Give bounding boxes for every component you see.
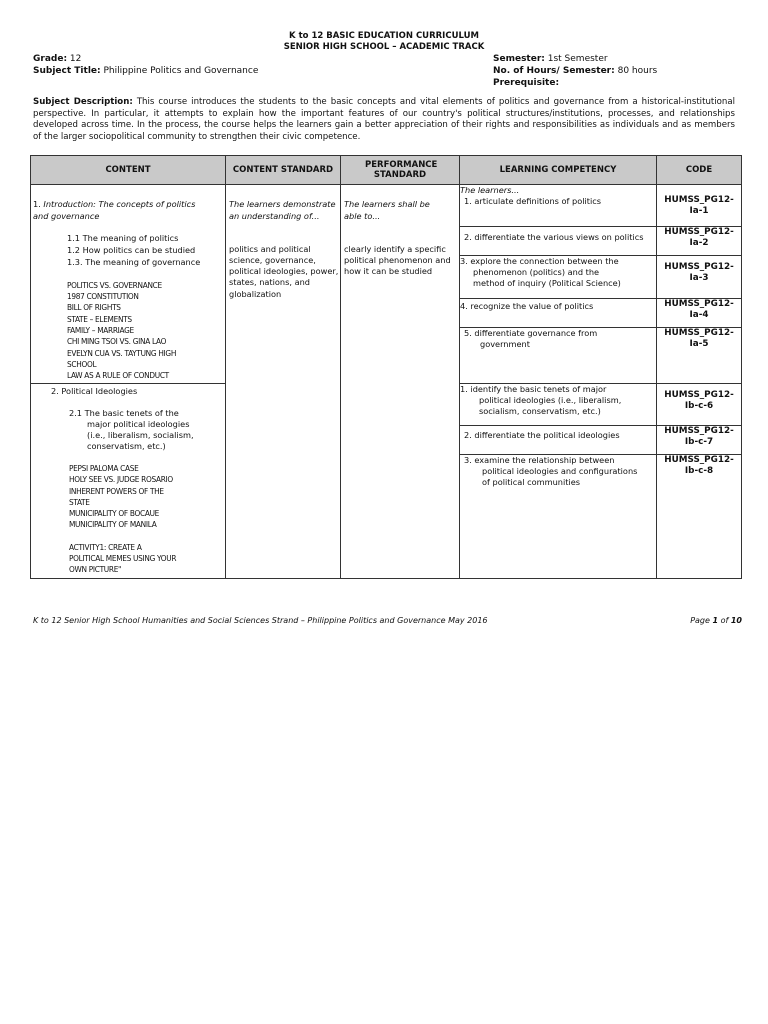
content-2-sub-3: (i.e., liberalism, socialism, (87, 430, 194, 440)
header-line-1: K to 12 BASIC EDUCATION CURRICULUM (289, 31, 479, 41)
header-content-standard: CONTENT STANDARD (226, 156, 341, 185)
content-standard-line-5: globalization (229, 289, 282, 299)
content-cell-1: 1. Introduction: The concepts of politics and governance 1.1 The meaning of politics 1.2 How politics can be studied 1.3. The meaning of governance POLITICS VS. GOVERNANCE 1987 CONSTITUTION BILL OF RIGHTS STATE – ELEMENTS FAMILY – MARRIAGE CHI MING TSOI VS. GINA LAO EVELYN CUA VS. TAYTUNG HIGH SCHOOL LAW AS A RULE OF CONDUCT (31, 185, 226, 384)
semester-label: Semester: (493, 54, 545, 64)
content-2-case-3: INHERENT POWERS OF THE (69, 486, 164, 496)
content-1-case-3: BILL OF RIGHTS (67, 302, 121, 312)
content-2-sub-4: conservatism, etc.) (87, 441, 166, 451)
performance-standard-intro-1: The learners shall be (344, 199, 430, 209)
content-1-case-2: 1987 CONSTITUTION (67, 291, 139, 301)
competency-7-text: 2. differentiate the political ideologies (464, 430, 620, 441)
semester-value: 1st Semester (547, 54, 608, 64)
code-cell-3: HUMSS_PG12- Ia-3 (657, 256, 742, 298)
content-2-case-1: PEPSI PALOMA CASE (69, 463, 139, 473)
content-2-activity-3: OWN PICTURE" (69, 564, 122, 574)
competency-1-text: 1. articulate definitions of politics (464, 196, 602, 206)
header-learning-competency: LEARNING COMPETENCY (460, 156, 657, 185)
subject-description (33, 97, 735, 143)
description-label: Subject Description: (33, 97, 133, 107)
prerequisite-field (493, 77, 559, 89)
content-1-title: Introduction: The concepts of politics (43, 199, 196, 209)
content-2-sub-1: 2.1 The basic tenets of the (69, 408, 179, 418)
hours-label: No. of Hours/ Semester: (493, 66, 615, 76)
content-standard-cell (226, 185, 341, 579)
subject-title-label: Subject Title: (33, 66, 101, 76)
prerequisite-label: Prerequisite: (493, 78, 560, 88)
content-standard-line-2: science, governance, (229, 255, 316, 265)
grade-value: 12 (69, 54, 82, 64)
performance-standard-intro-2: able to... (344, 211, 381, 221)
performance-standard-line-1: clearly identify a specific (344, 244, 446, 254)
competency-cell-2 (460, 227, 657, 256)
document-header (0, 31, 768, 53)
header-performance-standard: PERFORMANCE STANDARD (341, 156, 460, 185)
content-standard-line-3: political ideologies, power, (229, 266, 339, 276)
content-standard-line-4: states, nations, and (229, 277, 310, 287)
content-2-activity-1: ACTIVITY1: CREATE A (69, 542, 142, 552)
header-content: CONTENT (31, 156, 226, 185)
competency-cell-1 (460, 185, 657, 227)
grade-label: Grade: (33, 54, 68, 64)
code-cell-8: HUMSS_PG12- Ib-c-8 (657, 455, 742, 579)
competency-2-text: 2. differentiate the various views on politics (464, 232, 644, 243)
content-standard-intro-2: an understanding of... (229, 211, 320, 221)
content-2-case-2: HOLY SEE VS. JUDGE ROSARIO (69, 474, 173, 484)
description-text: This course introduces the students to the basic concepts and vital elements of politics and governance from a historical-institutional perspective. In particular, it attempts to explain how the important features of our country's political structures/institutions, processes, and relationships developed across time. In the process, the course helps the learners gain a better appreciation of their rights and responsibilities as individuals and as members of the larger sociopolitical community to strengthen their civic competence. (33, 97, 736, 142)
competency-cell-3: 3. explore the connection between the phenomenon (politics) and the method of inquiry (Political Science) (460, 256, 657, 298)
code-cell-5: HUMSS_PG12- Ia-5 (657, 327, 742, 383)
hours-value: 80 hours (617, 66, 658, 76)
content-1-case-4: STATE – ELEMENTS (67, 314, 132, 324)
subject-title-field (33, 65, 258, 77)
content-1-sub-1: 1.1 The meaning of politics (67, 233, 179, 243)
content-2-title: 2. Political Ideologies (51, 386, 138, 396)
content-1-title-cont: and governance (33, 211, 100, 221)
competency-cell-4 (460, 298, 657, 327)
table-header-row (31, 156, 742, 185)
content-1-sub-3: 1.3. The meaning of governance (67, 257, 201, 267)
content-2-sub-2: major political ideologies (87, 419, 190, 429)
competency-3-text: 3. explore the connection between the (460, 256, 619, 267)
content-standard-line-1: politics and political (229, 244, 311, 254)
competency-cell-6: 1. identify the basic tenets of major political ideologies (i.e., liberalism, socialism, conservatism, etc.) (460, 384, 657, 426)
performance-standard-cell (341, 185, 460, 579)
code-cell-2: HUMSS_PG12- Ia-2 (657, 227, 742, 256)
content-standard-intro-1: The learners demonstrate (229, 199, 336, 209)
footer-left: K to 12 Senior High School Humanities and Social Sciences Strand – Philippine Politics and Governance May 2016 (33, 616, 488, 625)
content-2-case-5: MUNICIPALITY OF BOCAUE (69, 508, 160, 518)
content-2-activity-2: POLITICAL MEMES USING YOUR (69, 553, 177, 563)
hours-field (493, 65, 657, 77)
competency-cell-8: 3. examine the relationship between political ideologies and configurations of political communities (460, 455, 657, 579)
grade-field (33, 53, 81, 65)
content-1-case-1: POLITICS VS. GOVERNANCE (67, 280, 162, 290)
competency-cell-5: 5. differentiate governance from government (460, 327, 657, 383)
content-2-case-6: MUNICIPALITY OF MANILA (69, 519, 157, 529)
subject-title-value: Philippine Politics and Governance (103, 66, 259, 76)
semester-field (493, 53, 608, 65)
code-cell-6: HUMSS_PG12- Ib-c-6 (657, 384, 742, 426)
competency-8-text: 3. examine the relationship between (464, 455, 615, 466)
code-cell-7: HUMSS_PG12- Ib-c-7 (657, 426, 742, 455)
code-cell-1: HUMSS_PG12- Ia-1 (657, 185, 742, 227)
content-1-case-9: LAW AS A RULE OF CONDUCT (67, 370, 169, 380)
content-1-case-5: FAMILY – MARRIAGE (67, 325, 134, 335)
footer-page-number: Page 1 of 10 (690, 616, 742, 625)
content-1-case-7: EVELYN CUA VS. TAYTUNG HIGH (67, 348, 177, 358)
code-cell-4: HUMSS_PG12- Ia-4 (657, 298, 742, 327)
performance-standard-line-3: how it can be studied (344, 266, 433, 276)
competency-6-text: 1. identify the basic tenets of major (460, 384, 607, 394)
competency-cell-7 (460, 426, 657, 455)
competency-5-text: 5. differentiate governance from (464, 327, 598, 338)
curriculum-table (30, 155, 742, 579)
header-line-2: SENIOR HIGH SCHOOL – ACADEMIC TRACK (283, 42, 485, 52)
content-cell-2 (31, 384, 226, 579)
competency-1-intro: The learners... (460, 185, 520, 195)
performance-standard-line-2: political phenomenon and (344, 255, 451, 265)
content-1-case-6: CHI MING TSOI VS. GINA LAO (67, 336, 167, 346)
content-1-sub-2: 1.2 How politics can be studied (67, 245, 196, 255)
content-1-case-8: SCHOOL (67, 359, 97, 369)
content-2-case-4: STATE (69, 497, 90, 507)
header-code: CODE (657, 156, 742, 185)
competency-4-text: 4. recognize the value of politics (460, 300, 594, 311)
